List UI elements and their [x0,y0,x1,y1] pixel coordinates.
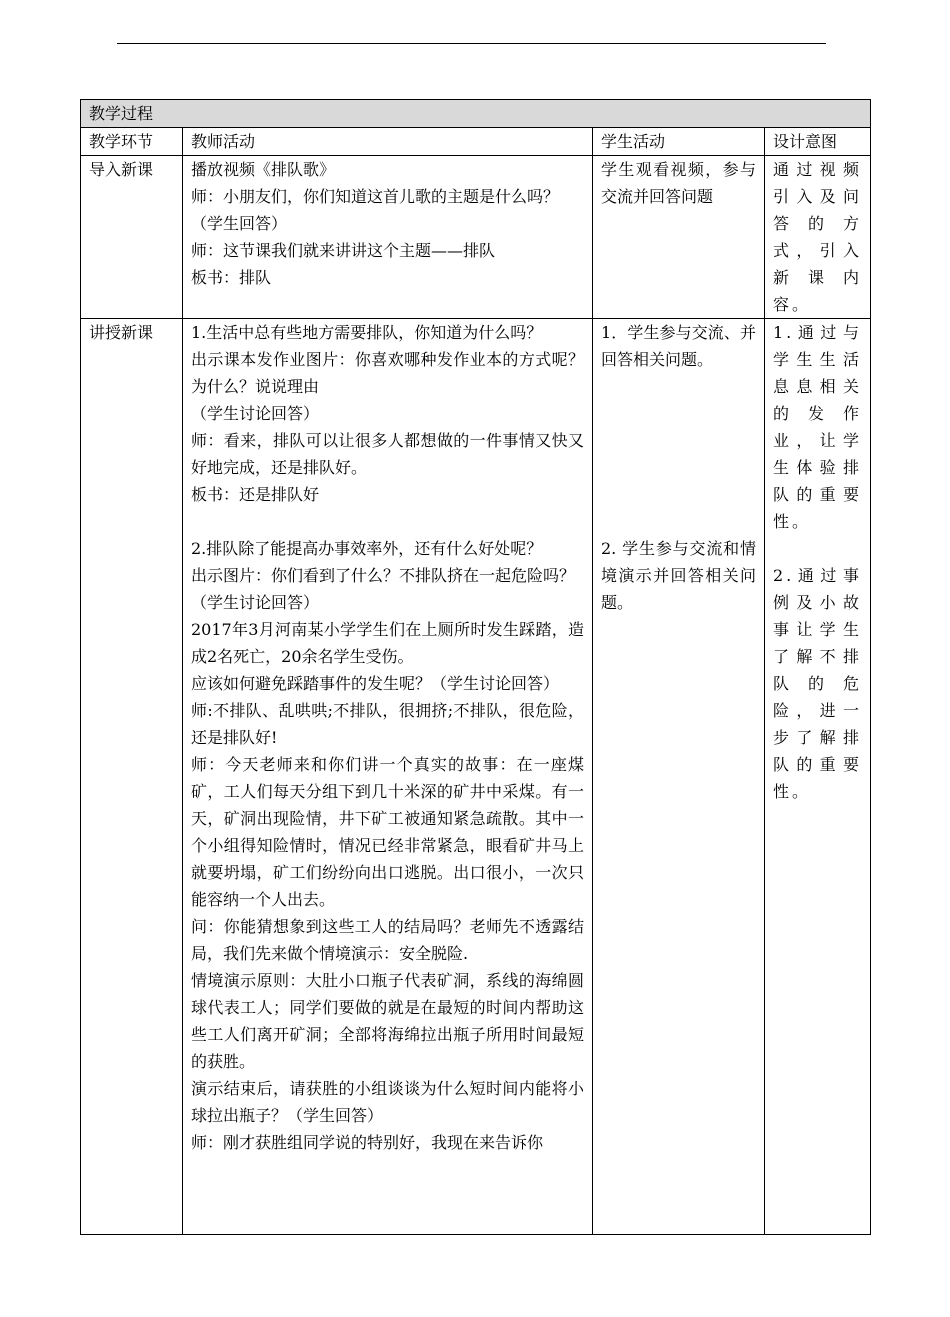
teacher-line: 师：看来，排队可以让很多人都想做的一件事情又快又好地完成，还是排队好。 [191,431,584,477]
table-row [81,156,871,319]
teacher-line: （学生回答） [191,214,288,233]
teacher-line: 师：今天老师来和你们讲一个真实的故事：在一座煤矿，工人们每天分组下到几十米深的矿井中采煤。有一天，矿洞出现险情，井下矿工被通知紧急疏散。其中一个小组得知险情时，情况已经非常紧急，眼看矿井马上就要坍塌，矿工们纷纷向出口逃脱。出口很小，一次只能容纳一个人出去。 [191,755,584,909]
blank-line [191,508,584,535]
design-intent-cell [765,319,871,1235]
teacher-line: 师：刚才获胜组同学说的特别好，我现在来告诉你 [191,1133,544,1152]
design-intent-text: 2.通过事例及小故事让学生了解不排队的危险，进一步了解排队的重要性。 [773,566,863,801]
table-header-row [81,128,871,156]
column-header-teacher: 教师活动 [183,128,593,156]
spacer [601,373,756,535]
teacher-line: 1.生活中总有些地方需要排队，你知道为什么吗？ [191,323,543,342]
stage-cell [81,319,183,1235]
teacher-line: 师：小朋友们，你们知道这首儿歌的主题是什么吗？ [191,187,560,206]
teacher-line: 播放视频《排队歌》 [191,160,336,179]
teacher-line: 师:不排队、乱哄哄;不排队，很拥挤;不排队，很危险，还是排队好! [191,701,584,747]
stage-label: 导入新课 [89,160,154,179]
teacher-line: 出示课本发作业图片：你喜欢哪种发作业本的方式呢？为什么？说说理由 [191,350,584,396]
teacher-activity-cell [183,156,593,319]
design-intent-text: 1.通过与学生生活息息相关的发作业，让学生体验排队的重要性。 [773,323,863,531]
table-row [81,319,871,1235]
student-activity-text: 学生观看视频，参与交流并回答问题 [601,160,756,206]
column-header-student: 学生活动 [593,128,765,156]
teacher-line: 出示图片：你们看到了什么？不排队挤在一起危险吗？ [191,566,576,585]
teacher-line: 演示结束后，请获胜的小组谈谈为什么短时间内能将小球拉出瓶子？（学生回答） [191,1079,584,1125]
teacher-line: 师：这节课我们就来讲讲这个主题——排队 [191,241,496,260]
section-title: 教学过程 [81,100,871,128]
spacer [773,535,862,562]
student-activity-cell [593,319,765,1235]
table-title-row [81,100,871,128]
teacher-line: （学生讨论回答） [191,593,320,612]
teacher-line: 情境演示原则：大肚小口瓶子代表矿洞，系线的海绵圆球代表工人；同学们要做的就是在最短的时间内帮助这些工人们离开矿洞；全部将海绵拉出瓶子所用时间最短的获胜。 [191,971,584,1071]
teacher-line: 问：你能猜想象到这些工人的结局吗？老师先不透露结局，我们先来做个情境演示：安全脱险. [191,917,584,963]
teacher-line: 板书：还是排队好 [191,485,320,504]
design-intent-text: 通过视频引入及问答的方式，引入新课内容。 [773,160,863,314]
lesson-process-table [80,99,871,1235]
teacher-line: 板书：排队 [191,268,272,287]
teacher-line: 应该如何避免踩踏事件的发生呢？（学生讨论回答） [191,674,560,693]
stage-label: 讲授新课 [89,323,154,342]
stage-cell [81,156,183,319]
teacher-line: 2017年3月河南某小学学生们在上厕所时发生踩踏，造成2名死亡，20余名学生受伤。 [191,620,584,666]
teacher-line: （学生讨论回答） [191,404,320,423]
student-activity-text: 2. 学生参与交流和情境演示并回答相关问题。 [601,539,756,612]
column-header-intent: 设计意图 [765,128,871,156]
teacher-line: 2.排队除了能提高办事效率外，还有什么好处呢？ [191,539,543,558]
header-rule [117,43,826,44]
design-intent-cell [765,156,871,319]
column-header-stage: 教学环节 [81,128,183,156]
student-activity-text: 1．学生参与交流、并回答相关问题。 [601,323,756,369]
student-activity-cell [593,156,765,319]
teacher-activity-cell [183,319,593,1235]
